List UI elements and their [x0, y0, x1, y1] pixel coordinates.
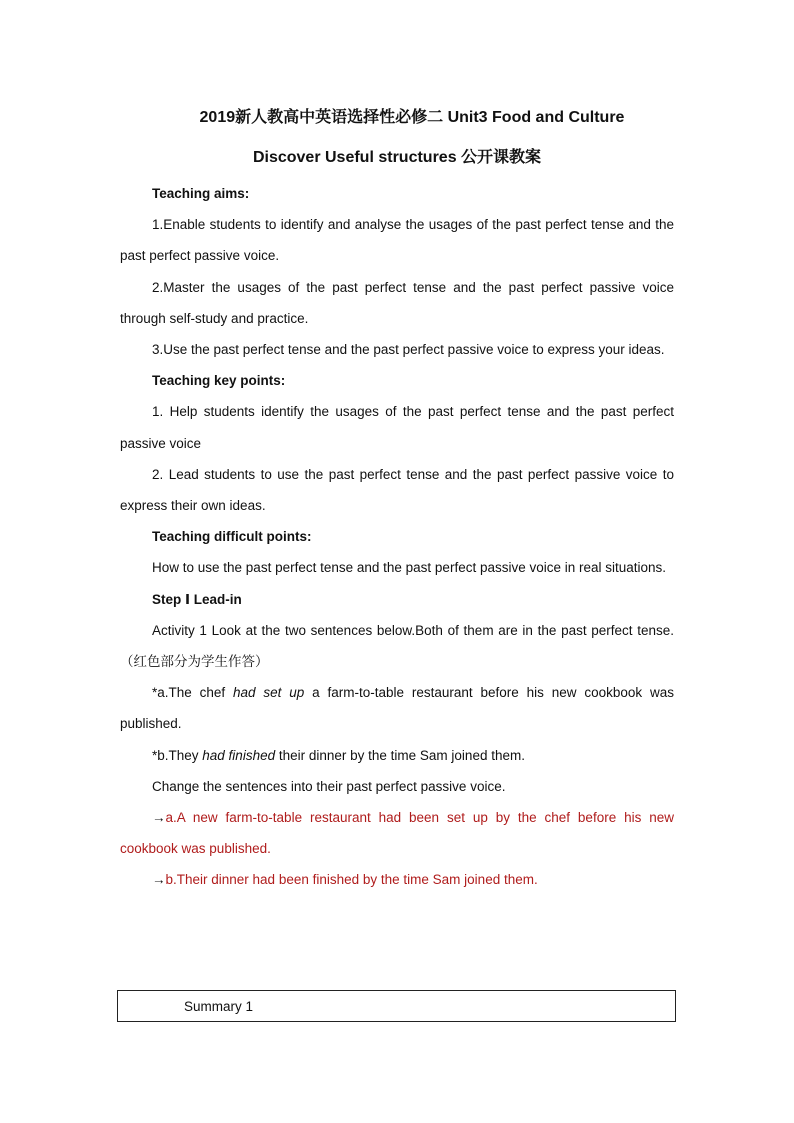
aim-2: 2.Master the usages of the past perfect tense and the past perfect passive voice through self-study and practice. [120, 279, 674, 326]
sentence-a-end: a farm-to-table restaurant before his new cookbook was published. [120, 685, 674, 732]
summary-box [117, 990, 676, 1022]
answer-b [120, 864, 674, 895]
sentence-b-start: *b.They [152, 747, 203, 763]
arrow-right-icon: → [152, 872, 166, 888]
sentence-a-start: *a.The chef [152, 685, 233, 701]
aim-3: 3.Use the past perfect tense and the past perfect passive voice to express your ideas. [152, 342, 665, 358]
difficult-points-heading: Teaching difficult points: [152, 529, 312, 545]
key-points-heading: Teaching key points: [152, 373, 286, 389]
sentence-a-verb: had set up [233, 685, 305, 701]
key-point-1: 1. Help students identify the usages of the past perfect tense and the past perfect passive voice [120, 404, 674, 451]
answer-a-text: a.A new farm-to-table restaurant had been set up by the chef before his new cookbook was published. [120, 810, 674, 857]
teaching-aims-heading: Teaching aims: [152, 186, 250, 201]
summary-label: Summary 1 [184, 999, 254, 1014]
activity-1: Activity 1 Look at the two sentences below.Both of them are in the past perfect tense.（红色部分为学生作答） [120, 622, 674, 670]
difficult-point-1: How to use the past perfect tense and the past perfect passive voice in real situations. [152, 560, 667, 576]
document-body [120, 104, 674, 896]
arrow-right-icon: → [152, 810, 166, 826]
change-instruction: Change the sentences into their past perfect passive voice. [152, 778, 506, 794]
sentence-b [120, 740, 674, 771]
answer-b-text: b.Their dinner had been finished by the time Sam joined them. [165, 872, 538, 888]
sentence-b-end: their dinner by the time Sam joined them. [275, 747, 525, 763]
document-title-line2: Discover Useful structures 公开课教案 [252, 149, 542, 166]
key-point-2: 2. Lead students to use the past perfect tense and the past perfect passive voice to express their own ideas. [120, 466, 674, 514]
aim-1: 1.Enable students to identify and analyse the usages of the past perfect tense and the past perfect passive voice. [120, 217, 674, 264]
document-title-line1: 2019新人教高中英语选择性必修二 Unit3 Food and Culture [199, 109, 625, 126]
sentence-a [120, 677, 674, 739]
answer-a [120, 802, 674, 864]
step-heading: Step Ⅰ Lead-in [152, 591, 242, 607]
sentence-b-verb: had finished [202, 747, 276, 763]
